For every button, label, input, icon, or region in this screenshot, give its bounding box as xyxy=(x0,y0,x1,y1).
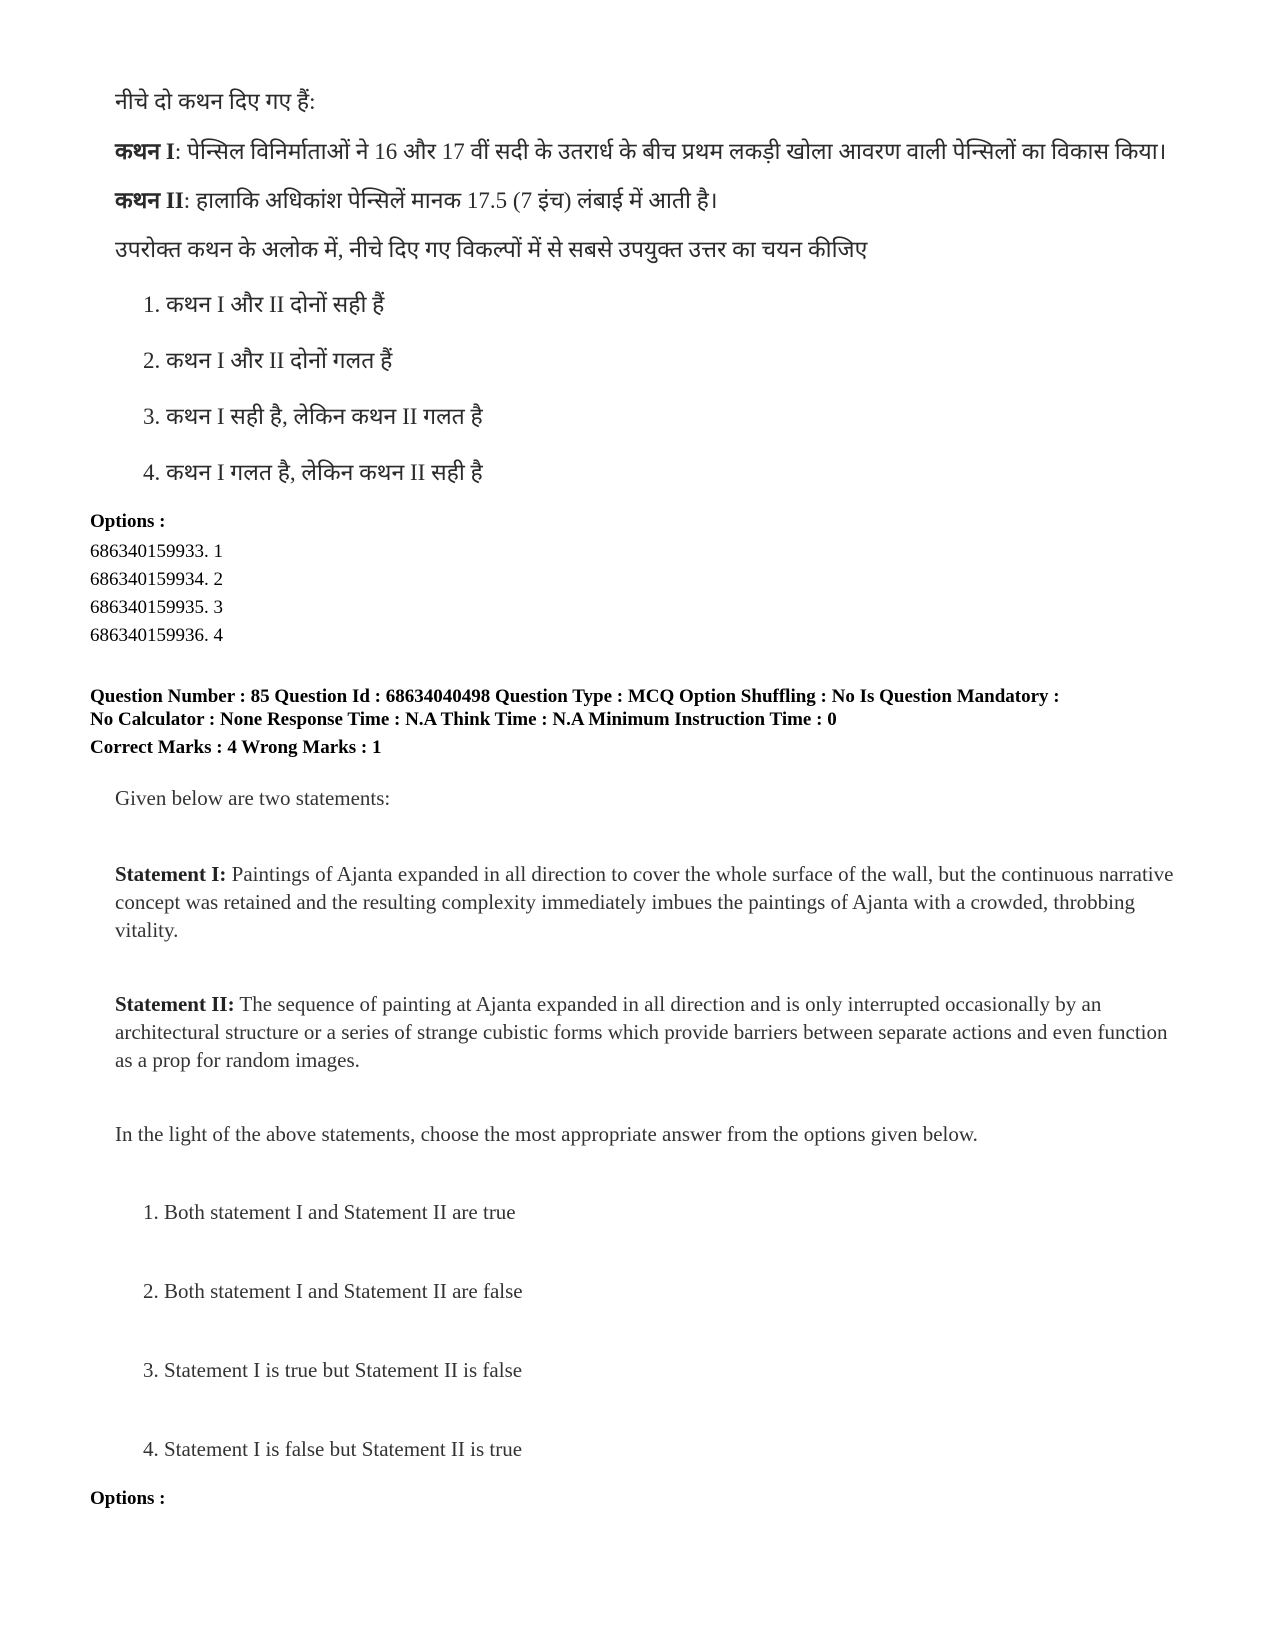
q84-statement-2-text: : हालाकि अधिकांश पेन्सिलें मानक 17.5 (7 इंच) लंबाई में आती है। xyxy=(183,188,718,213)
q84-option-2: 686340159934. 2 xyxy=(90,569,223,590)
q84-statement-2 xyxy=(115,183,718,215)
q85-meta-line-1: Question Number : 85 Question Id : 68634040498 Question Type : MCQ Option Shuffling : No Is Question Mandatory : xyxy=(90,686,1060,707)
q85-choice-3: 3. Statement I is true but Statement II is false xyxy=(143,1358,523,1382)
q85-meta-line-2: No Calculator : None Response Time : N.A Think Time : N.A Minimum Instruction Time : 0 xyxy=(90,709,837,730)
q85-instruction: In the light of the above statements, choose the most appropriate answer from the options given below. xyxy=(115,1122,978,1146)
q84-statement-1-text: : पेन्सिल विनिर्माताओं ने 16 और 17 वीं सदी के उतरार्ध के बीच प्रथम लकड़ी खोला आवरण वाली पेन्सिलों का विकास किया। xyxy=(174,139,1167,164)
q84-choice-2: 2. कथन I और II दोनों गलत हैं xyxy=(143,348,393,373)
q85-choice-2: 2. Both statement I and Statement II are false xyxy=(143,1279,523,1303)
q84-intro: नीचे दो कथन दिए गए हैं: xyxy=(115,89,316,114)
q85-statement-1 xyxy=(115,860,1175,944)
q84-instruction: उपरोक्त कथन के अलोक में, नीचे दिए गए विकल्पों में से सबसे उपयुक्त उत्तर का चयन कीजिए xyxy=(115,237,868,262)
q84-options-label: Options : xyxy=(90,511,166,532)
q84-option-1: 686340159933. 1 xyxy=(90,541,223,562)
q85-choice-1: 1. Both statement I and Statement II are true xyxy=(143,1200,516,1224)
q85-options-label: Options : xyxy=(90,1488,166,1509)
q85-marks: Correct Marks : 4 Wrong Marks : 1 xyxy=(90,737,382,758)
q84-choice-1: 1. कथन I और II दोनों सही हैं xyxy=(143,292,385,317)
q85-intro: Given below are two statements: xyxy=(115,786,391,810)
q85-statement-2-text: The sequence of painting at Ajanta expanded in all direction and is only interrupted occasionally by an architectural structure or a series of strange cubistic forms which provide barriers between separate actions and even function as a prop for random images. xyxy=(115,992,1168,1072)
q84-choice-3: 3. कथन I सही है, लेकिन कथन II गलत है xyxy=(143,404,483,429)
q85-statement-2-label: Statement II: xyxy=(115,992,235,1016)
q84-option-3: 686340159935. 3 xyxy=(90,597,223,618)
q84-statement-1-label: कथन I xyxy=(115,139,175,164)
q84-option-4: 686340159936. 4 xyxy=(90,625,223,646)
q84-statement-1 xyxy=(115,134,1166,166)
q85-statement-1-text: Paintings of Ajanta expanded in all direction to cover the whole surface of the wall, but the continuous narrative concept was retained and the resulting complexity immediately imbues the paintings of Ajanta with a crowded, throbbing vitality. xyxy=(115,862,1174,942)
q85-choice-4: 4. Statement I is false but Statement II is true xyxy=(143,1437,523,1461)
q84-statement-2-label: कथन II xyxy=(115,188,184,213)
q84-choice-4: 4. कथन I गलत है, लेकिन कथन II सही है xyxy=(143,460,483,485)
q85-statement-1-label: Statement I: xyxy=(115,862,227,886)
q85-statement-2 xyxy=(115,990,1175,1074)
